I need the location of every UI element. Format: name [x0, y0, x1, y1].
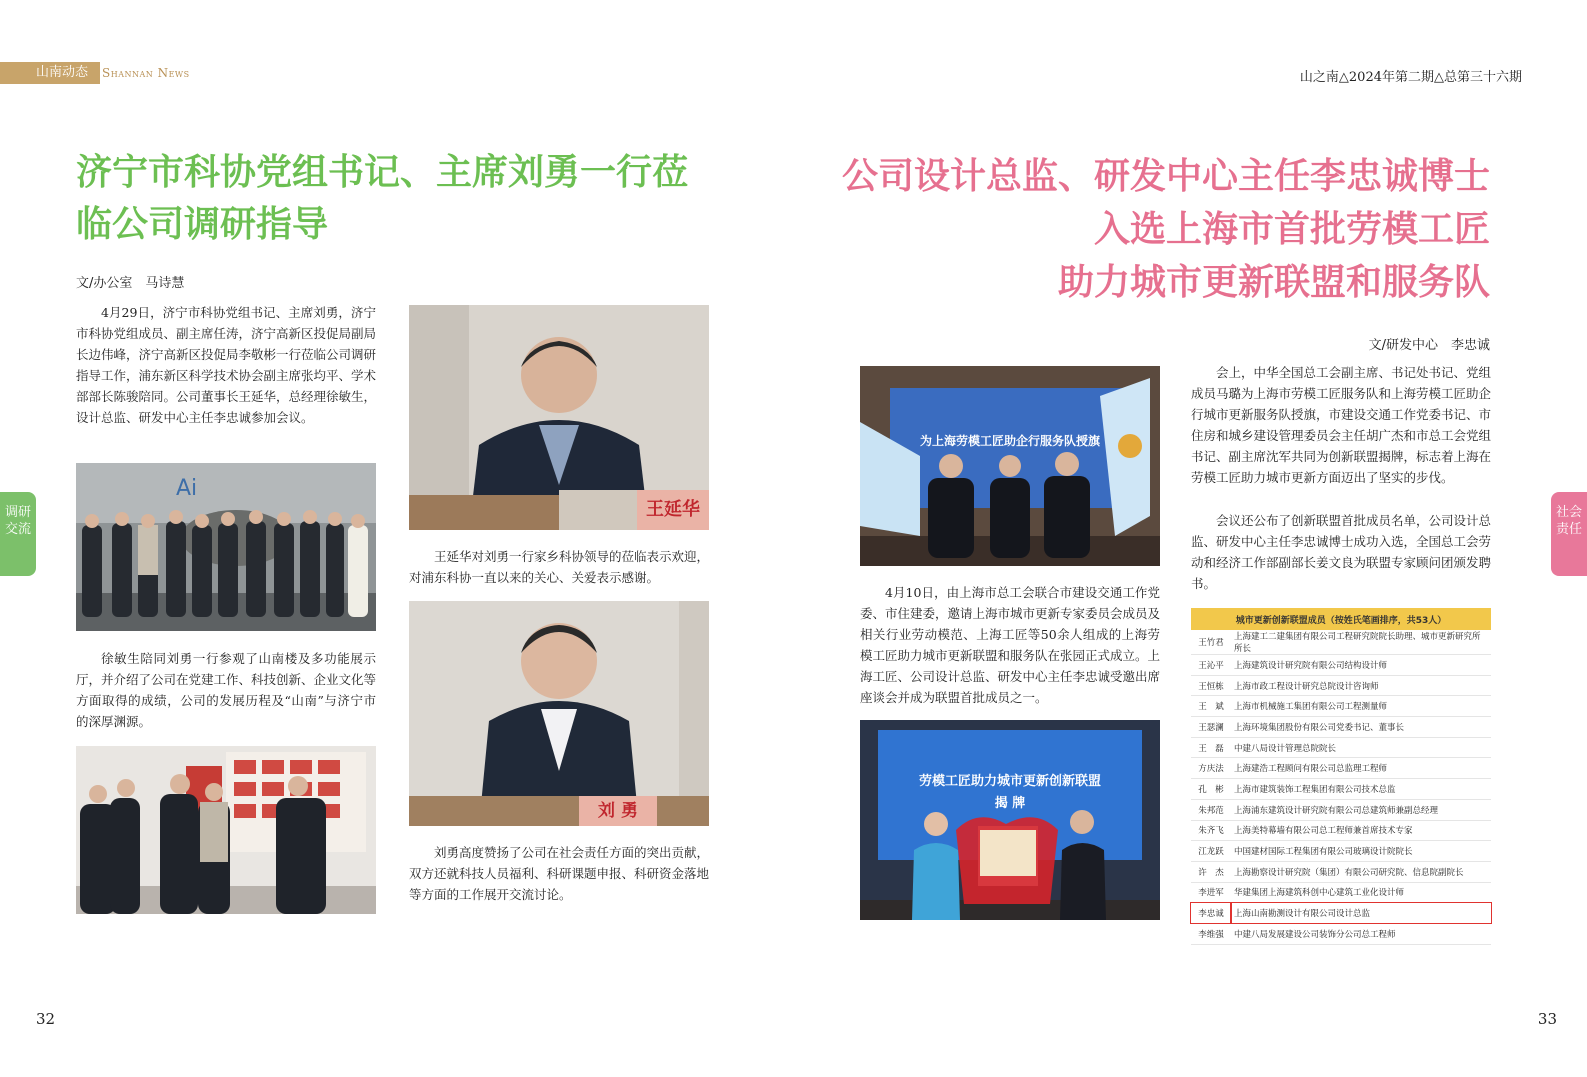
member-row [1191, 820, 1491, 841]
side-tab-research: 调研交流 [0, 492, 36, 576]
member-row [1191, 779, 1491, 800]
portrait-caption-2: 刘勇高度赞扬了公司在社会责任方面的突出贡献，双方还就科技人员福利、科研课题申报、科研资金落地等方面的工作展开交流讨论。 [409, 845, 710, 902]
member-name: 李维强 [1191, 923, 1231, 944]
left-article-title: 济宁市科协党组书记、主席刘勇一行莅临公司调研指导 [76, 151, 689, 245]
member-name: 许 杰 [1191, 861, 1231, 882]
member-name: 王 磊 [1191, 737, 1231, 758]
member-name: 朱齐飞 [1191, 820, 1231, 841]
alliance-members-table [1191, 608, 1491, 945]
right-paragraph-1: 会上，中华全国总工会副主席、书记处书记、党组成员马璐为上海市劳模工匠服务队和上海劳模工匠助企行城市更新服务队授旗，市建设交通工作党委书记、市住房和城乡建设管理委员会主任胡广杰和市总工会党组书记、副主席沈军共同为创新联盟揭牌，标志着上海在劳模工匠助力城市更新方面迈出了坚实的步伐。 [1191, 365, 1492, 485]
member-name: 王沁平 [1191, 655, 1231, 676]
section-name: 山南动态 [36, 65, 89, 80]
plaque-unveiling-photo [860, 720, 1160, 920]
member-row [1191, 675, 1491, 696]
member-organization: 中建八局设计管理总院院长 [1231, 737, 1491, 758]
right-article-title [790, 150, 1490, 309]
plaque-unveiling-image [860, 720, 1160, 920]
member-row [1191, 717, 1491, 738]
member-organization: 上海建工二建集团有限公司工程研究院院长助理、城市更新研究所所长 [1231, 630, 1491, 655]
member-row [1191, 758, 1491, 779]
page-number-right: 33 [1537, 1010, 1557, 1028]
page-number-left: 32 [36, 1010, 56, 1028]
member-organization: 中国建材国际工程集团有限公司玻璃设计院院长 [1231, 841, 1491, 862]
member-organization: 华建集团上海建筑科创中心建筑工业化设计师 [1231, 882, 1491, 903]
section-tab [0, 62, 100, 84]
exhibition-photo-image [76, 746, 376, 914]
right-byline: 文/研发中心 李忠诚 [1368, 338, 1490, 353]
group-photo-image [76, 463, 376, 631]
issue-info: 山之南△2024年第二期△总第三十六期 [1299, 70, 1522, 85]
left-paragraph-1: 4月29日，济宁市科协党组书记、主席刘勇，济宁市科协党组成员、副主席任涛，济宁高新区投促局副局长边伟峰，济宁高新区投促局李敬彬一行莅临公司调研指导工作，浦东新区科学技术协会副主席张均平、学术部部长陈骏陪同。公司董事长王延华，总经理徐敏生，设计总监、研发中心主任李忠诚参加会议。 [76, 305, 377, 425]
nameplate-liu: 刘 勇 [579, 796, 657, 826]
svg-text:Ai: Ai [176, 476, 198, 501]
member-row [1191, 841, 1491, 862]
right-paragraph-2: 会议还公布了创新联盟首批成员名单，公司设计总监、研发中心主任李忠诚博士成功入选，全国总工会劳动和经济工作部副部长姜文良为联盟专家顾问团颁发聘书。 [1191, 513, 1492, 591]
member-organization: 上海建浩工程顾问有限公司总监理工程师 [1231, 758, 1491, 779]
member-row [1191, 882, 1491, 903]
member-row [1191, 655, 1491, 676]
plaque-banner-line-2: 揭 牌 [994, 796, 1026, 811]
side-tab-social-responsibility: 社会责任 [1551, 492, 1587, 576]
group-photo [76, 463, 376, 631]
member-organization: 上海市机械施工集团有限公司工程测量师 [1231, 696, 1491, 717]
member-organization: 上海美特幕墙有限公司总工程师兼首席技术专家 [1231, 820, 1491, 841]
member-row [1191, 799, 1491, 820]
flag-ceremony-image [860, 366, 1160, 566]
member-organization: 上海市政工程设计研究总院设计咨询师 [1231, 675, 1491, 696]
member-name: 王瑟澜 [1191, 717, 1231, 738]
member-organization: 上海建筑设计研究院有限公司结构设计师 [1231, 655, 1491, 676]
member-organization: 上海市建筑装饰工程集团有限公司技术总监 [1231, 779, 1491, 800]
member-organization: 上海浦东建筑设计研究院有限公司总建筑师兼副总经理 [1231, 799, 1491, 820]
member-row [1191, 630, 1491, 655]
member-name: 江龙跃 [1191, 841, 1231, 862]
flag-ceremony-photo [860, 366, 1160, 566]
member-row [1191, 861, 1491, 882]
member-name: 王 斌 [1191, 696, 1231, 717]
member-organization: 上海勘察设计研究院（集团）有限公司研究院、信息院副院长 [1231, 861, 1491, 882]
member-organization: 上海山南勘测设计有限公司设计总监 [1231, 903, 1491, 924]
member-row [1191, 923, 1491, 944]
member-name: 李忠诚 [1191, 903, 1231, 924]
right-title-line-3: 助力城市更新联盟和服务队 [1057, 261, 1490, 303]
left-paragraph-2: 徐敏生陪同刘勇一行参观了山南楼及多功能展示厅，并介绍了公司在党建工作、科技创新、企业文化等方面取得的成绩，公司的发展历程及“山南”与济宁市的深厚渊源。 [76, 651, 377, 729]
member-name: 朱邦范 [1191, 799, 1231, 820]
member-row [1191, 903, 1491, 924]
member-row [1191, 696, 1491, 717]
members-table-body [1191, 630, 1491, 944]
right-title-line-1: 公司设计总监、研发中心主任李忠诚博士 [841, 155, 1490, 197]
member-organization: 中建八局发展建设公司装饰分公司总工程师 [1231, 923, 1491, 944]
member-name: 王恒栋 [1191, 675, 1231, 696]
portrait-2-image [409, 601, 709, 826]
member-name: 王竹君 [1191, 630, 1231, 655]
flag-banner-text: 为上海劳模工匠助企行服务队授旗 [919, 434, 1100, 448]
member-name: 方庆法 [1191, 758, 1231, 779]
right-title-line-2: 入选上海市首批劳模工匠 [1093, 208, 1490, 250]
member-organization: 上海环境集团股份有限公司党委书记、董事长 [1231, 717, 1491, 738]
portrait-caption-1: 王延华对刘勇一行家乡科协领导的莅临表示欢迎，对浦东科协一直以来的关心、关爱表示感谢。 [409, 549, 710, 585]
plaque-banner-line-1: 劳模工匠助力城市更新创新联盟 [918, 774, 1101, 789]
left-byline: 文/办公室 马诗慧 [76, 276, 185, 291]
nameplate-wang: 王延华 [637, 490, 709, 530]
members-table-header: 城市更新创新联盟成员（按姓氏笔画排序，共53人） [1191, 608, 1491, 630]
exhibition-photo [76, 746, 376, 914]
member-row [1191, 737, 1491, 758]
member-name: 李进军 [1191, 882, 1231, 903]
section-name-en: Shannan News [102, 66, 190, 80]
member-name: 孔 彬 [1191, 779, 1231, 800]
right-paragraph-3: 4月10日，由上海市总工会联合市建设交通工作党委、市住建委，邀请上海市城市更新专家委员会成员及相关行业劳动模范、上海工匠等50余人组成的上海劳模工匠助力城市更新联盟和服务队在张园正式成立。上海工匠、公司设计总监、研发中心主任李忠诚受邀出席座谈会并成为联盟首批成员之一。 [860, 585, 1161, 705]
portrait-photo-2 [409, 601, 709, 826]
portrait-photo-1 [409, 305, 709, 530]
